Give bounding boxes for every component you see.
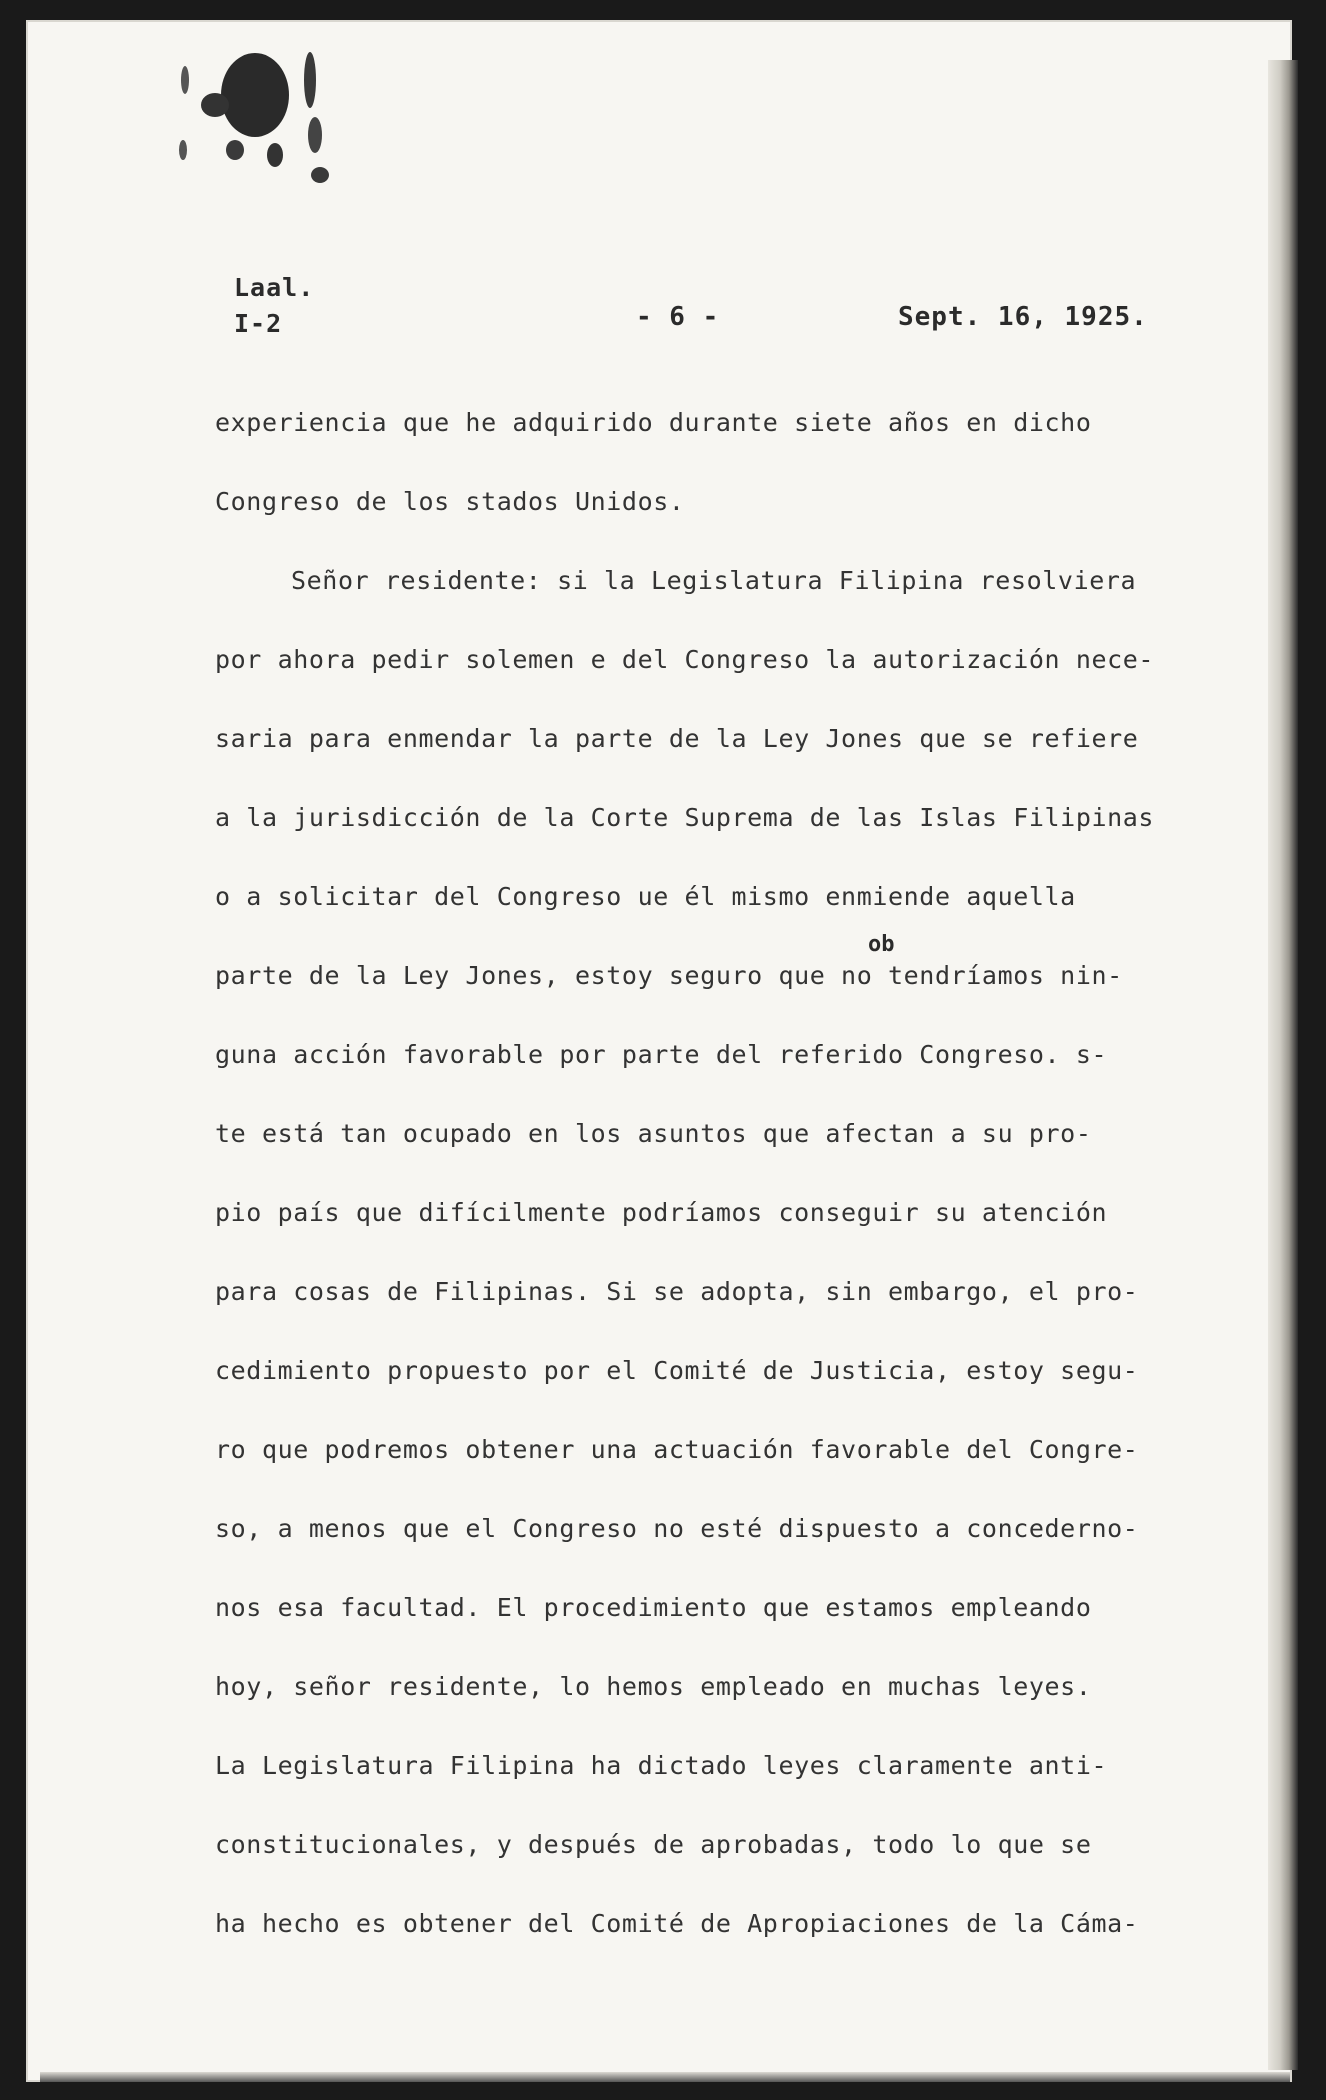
body-line: saria para enmendar la parte de la Ley Jones que se refiere bbox=[215, 724, 1139, 753]
body-line: experiencia que he adquirido durante siete años en dicho bbox=[215, 408, 1092, 437]
document-body bbox=[215, 400, 1175, 1980]
body-line: constitucionales, y después de aprobadas, todo lo que se bbox=[215, 1830, 1092, 1859]
body-line: cedimiento propuesto por el Comité de Justicia, estoy segu- bbox=[215, 1356, 1139, 1385]
document-date: Sept. 16, 1925. bbox=[898, 302, 1148, 332]
body-line: para cosas de Filipinas. Si se adopta, sin embargo, el pro- bbox=[215, 1277, 1139, 1306]
page-bottom-edge bbox=[40, 2072, 1290, 2082]
reference-line-2: I-2 bbox=[234, 309, 283, 338]
ink-blot-mark bbox=[175, 40, 335, 190]
handwritten-insertion: ob bbox=[868, 932, 895, 957]
body-line: so, a menos que el Congreso no esté dispuesto a concederno- bbox=[215, 1514, 1139, 1543]
body-line: La Legislatura Filipina ha dictado leyes claramente anti- bbox=[215, 1751, 1108, 1780]
body-line: guna acción favorable por parte del referido Congreso. s- bbox=[215, 1040, 1108, 1069]
body-line: hoy, señor residente, lo hemos empleado en muchas leyes. bbox=[215, 1672, 1092, 1701]
body-line: nos esa facultad. El procedimiento que estamos empleando bbox=[215, 1593, 1092, 1622]
page-number: - 6 - bbox=[636, 302, 720, 332]
body-line: ro que podremos obtener una actuación favorable del Congre- bbox=[215, 1435, 1139, 1464]
page-edge-shadow bbox=[1268, 60, 1298, 2070]
body-line: parte de la Ley Jones, estoy seguro que no tendríamos nin- bbox=[215, 961, 1123, 990]
body-line: Congreso de los stados Unidos. bbox=[215, 487, 685, 516]
body-line: Señor residente: si la Legislatura Filipina resolviera bbox=[291, 566, 1137, 595]
reference-line-1: Laal. bbox=[234, 273, 315, 302]
body-line: o a solicitar del Congreso ue él mismo enmiende aquella bbox=[215, 882, 1076, 911]
body-line: pio país que difícilmente podríamos conseguir su atención bbox=[215, 1198, 1108, 1227]
body-line: a la jurisdicción de la Corte Suprema de las Islas Filipinas bbox=[215, 803, 1155, 832]
body-line: te está tan ocupado en los asuntos que afectan a su pro- bbox=[215, 1119, 1092, 1148]
body-line: por ahora pedir solemen e del Congreso la autorización nece- bbox=[215, 645, 1155, 674]
document-reference bbox=[234, 270, 314, 342]
body-line: ha hecho es obtener del Comité de Apropiaciones de la Cáma- bbox=[215, 1909, 1139, 1938]
